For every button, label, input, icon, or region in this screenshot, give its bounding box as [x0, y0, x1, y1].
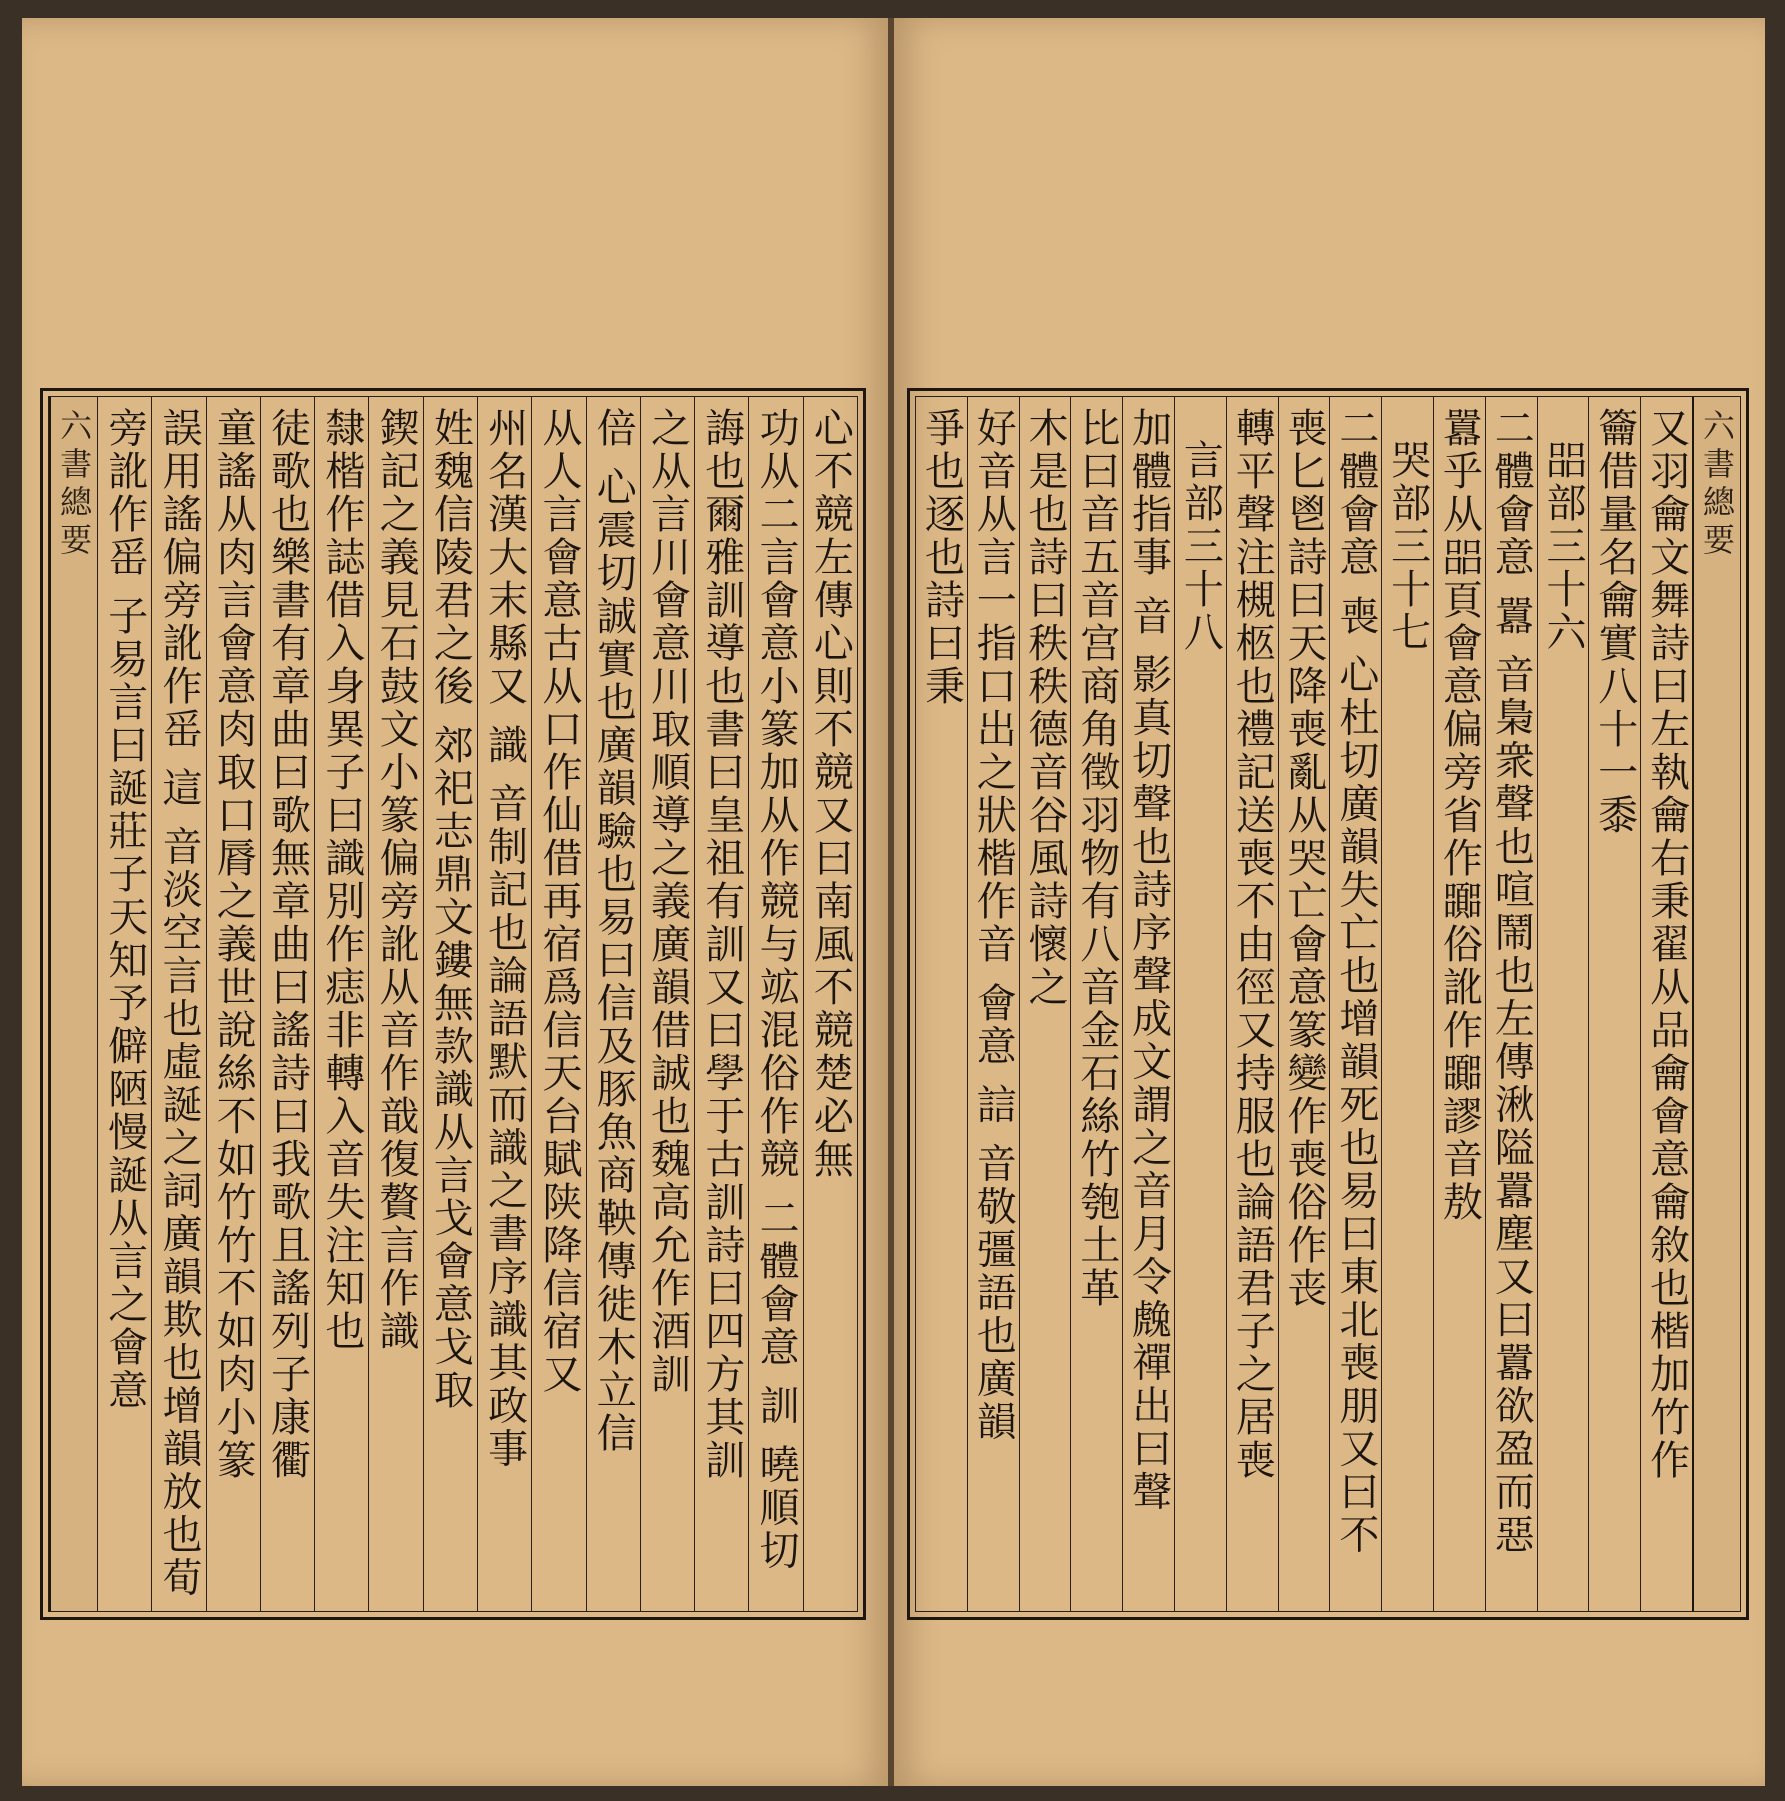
right-col-10-text: 言部三十八: [1177, 439, 1224, 654]
right-col-2: [1588, 397, 1640, 1611]
right-page-frame: [907, 388, 1749, 1620]
right-col-14-text: 好音从言一指口出之狀楷作音 會意 誩 音敬彊語也廣韻: [970, 407, 1017, 1444]
left-col-11: [260, 397, 314, 1611]
left-page-inner-border: [48, 396, 858, 1612]
right-col-7-text: 二體會意 喪 心杜切廣韻失亡也增韻死也易曰東北喪朋又曰不: [1332, 407, 1379, 1557]
left-col-13: [151, 397, 205, 1611]
left-col-14-text: 旁訛作䍃 子易言曰誕莊子天知予僻陋慢誕从言之會意: [101, 407, 148, 1412]
left-col-6-text: 从人言會意古从口作仙借再宿爲信天台賦陕降信宿又: [535, 407, 582, 1396]
right-col-5: [1433, 397, 1485, 1611]
right-col-9-text: 轉平聲注槻柩也禮記送喪不由徑又持服也論語君子之居喪: [1229, 407, 1276, 1482]
left-margin-column: [49, 397, 97, 1611]
right-col-2-text: 籥借量名龠實八十一黍: [1591, 407, 1638, 837]
right-col-8: [1278, 397, 1330, 1611]
right-page-inner-border: [915, 396, 1741, 1612]
left-col-10: [314, 397, 368, 1611]
left-col-2: [748, 397, 802, 1611]
left-col-5-text: 倍 心震切誠實也廣韻驗也易曰信及豚魚商鞅傳徙木立信: [590, 407, 637, 1455]
left-col-3: [694, 397, 748, 1611]
left-col-10-text: 隸楷作誌借入身異子曰識別作痣非轉入音失注知也: [318, 407, 365, 1353]
right-col-5-text: 囂乎从㗊頁會意偏旁省作嚻俗訛作嚻謬音敖: [1436, 407, 1483, 1224]
right-page-columns: [916, 397, 1740, 1611]
left-col-7-text: 州名漢大末縣又 識 音制記也論語默而識之書序識其政事: [481, 407, 528, 1471]
right-col-6: [1381, 397, 1433, 1611]
right-col-15-text: 爭也逐也詩曰秉: [918, 407, 965, 708]
left-page-frame: [40, 388, 866, 1620]
right-col-13-text: 木是也詩曰秩秩德音谷風詩懷之: [1022, 407, 1069, 1009]
left-col-13-text: 誤用謠偏旁訛作䍃 這 音淡空言也虛誕之詞廣韻欺也增韻放也荀: [155, 407, 202, 1600]
left-col-1: [803, 397, 857, 1611]
right-margin-title: 六書總要: [1698, 409, 1736, 561]
right-margin-column: [1692, 397, 1740, 1611]
left-col-4-text: 之从言川會意川取順導之義廣韻借誠也魏高允作酒訓: [644, 407, 691, 1396]
right-col-1-text: 又羽龠文舞詩曰左執龠右秉翟从品龠會意龠敘也楷加竹作: [1643, 407, 1690, 1482]
left-col-5: [586, 397, 640, 1611]
left-col-2-text: 功从二言會意小篆加从作競与䇊混俗作競 二體會意 訓 曉順切: [753, 407, 800, 1573]
right-col-1: [1640, 397, 1692, 1611]
left-col-9-text: 鍥記之義見石鼓文小篆偏旁訛从音作戠復贅言作識: [373, 407, 420, 1353]
right-col-13: [1019, 397, 1071, 1611]
left-col-12: [206, 397, 260, 1611]
left-margin-title: 六書總要: [55, 409, 94, 561]
left-col-7: [477, 397, 531, 1611]
book-gutter: [888, 18, 894, 1786]
right-col-3-text: 㗊部三十六: [1540, 439, 1586, 654]
right-col-15: [916, 397, 967, 1611]
left-col-1-text: 心不競左傳心則不競又曰南風不競楚必無: [807, 407, 854, 1181]
right-col-4-text: 二體會意 囂 音梟衆聲也喧鬧也左傳湫隘囂塵又曰囂欲盈而惡: [1488, 407, 1535, 1557]
right-col-7: [1329, 397, 1381, 1611]
right-col-3: [1537, 397, 1589, 1611]
right-col-12-text: 比曰音五音宫商角徵羽物有八音金石絲竹匏土革: [1073, 407, 1120, 1310]
left-col-8: [423, 397, 477, 1611]
left-col-9: [368, 397, 422, 1611]
right-col-8-text: 喪匕鬯詩曰天降喪亂从哭亡會意篆變作喪俗作丧: [1281, 407, 1328, 1310]
right-col-9: [1226, 397, 1278, 1611]
left-col-6: [531, 397, 585, 1611]
left-col-8-text: 姓魏信陵君之後 郊祀志鼎文鏤無款識从言戈會意戈取: [427, 407, 474, 1412]
right-col-14: [967, 397, 1019, 1611]
right-col-11-text: 加體指事 音 影真切聲也詩序聲成文謂之音月令䖘禪出曰聲: [1125, 407, 1172, 1514]
left-page-columns: [49, 397, 857, 1611]
left-col-14: [97, 397, 151, 1611]
right-col-6-text: 哭部三十七: [1384, 439, 1431, 654]
right-col-10: [1174, 397, 1226, 1611]
left-col-12-text: 童謠从肉言會意肉取口脣之義世說絲不如竹竹不如肉小篆: [210, 407, 257, 1482]
right-col-4: [1485, 397, 1537, 1611]
right-col-11: [1122, 397, 1174, 1611]
left-col-4: [640, 397, 694, 1611]
left-col-3-text: 誨也爾雅訓導也書曰皇祖有訓又曰學于古訓詩曰四方其訓: [698, 407, 745, 1482]
left-col-11-text: 徒歌也樂書有章曲曰歌無章曲曰謠詩曰我歌且謠列子康衢: [264, 407, 311, 1482]
right-col-12: [1070, 397, 1122, 1611]
